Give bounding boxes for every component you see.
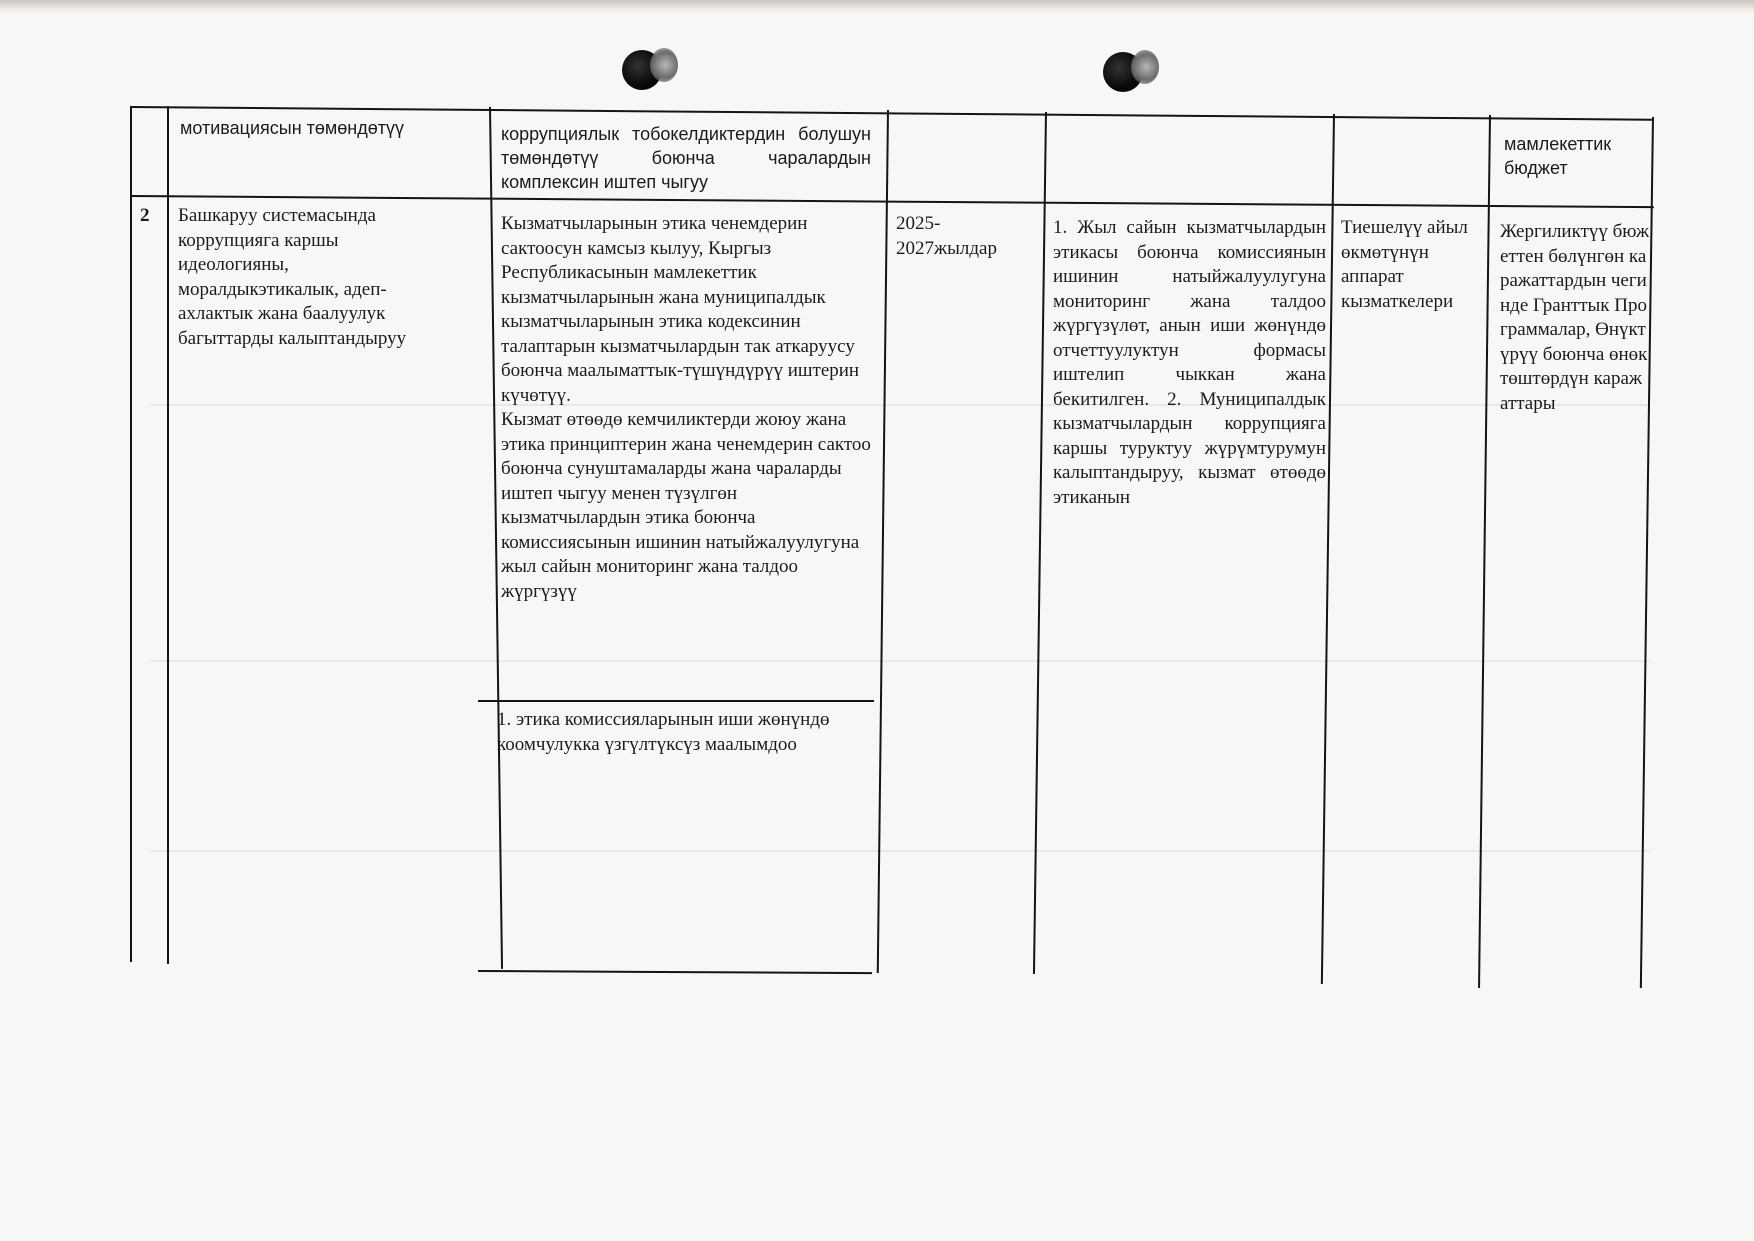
row1-goal-text: мотивациясын төмөндөтүү bbox=[180, 118, 404, 138]
row2-measure-block bbox=[501, 212, 874, 604]
row2-measure-subitem: 1. этика комиссияларынын иши жөнүндө коомчулукка үзгүлтүксүз маалымдоо bbox=[497, 709, 830, 755]
row2-responsible-text: Тиешелүү айыл өкмөтүнүн аппарат кызматкелери bbox=[1341, 217, 1468, 312]
bleed-through-line bbox=[150, 850, 1650, 852]
row2-measure-paragraph-2: Кызмат өтөөдө кемчиликтерди жоюу жана этика принциптерин жана ченемдерин сактоо боюнча сунуштамаларды жана чараларды иштеп чыгуу менен түзүлгөн кызматчылардын этика боюнча комиссиясынын ишинин натыйжалуулугуна жыл сайын мониторинг жана талдоо жүргүзүү bbox=[501, 409, 871, 602]
bleed-through-line bbox=[150, 660, 1650, 662]
row2-goal-text: Башкаруу системасында коррупцияга каршы идеологияны, моралдыкэтикалык, адеп-ахлактык жана баалуулук багыттарды калыптандыруу bbox=[178, 205, 407, 349]
row2-measure-paragraph-1: Кызматчыларынын этика ченемдерин сактоосун камсыз кылуу, Кыргыз Республикасынын мамлекеттик кызматчыларынын жана муниципалдык кызматчыларынын этика кодексинин талаптарын кызматчылардын так аткаруусу боюнча маалыматтык-түшүндүрүү иштерин күчөтүү. bbox=[501, 213, 860, 406]
subcell-top-border bbox=[478, 700, 874, 702]
col-border-number bbox=[167, 106, 169, 964]
subcell-bottom-border bbox=[478, 970, 872, 974]
punch-hole-left bbox=[622, 50, 662, 90]
bleed-through-line bbox=[150, 404, 1650, 406]
col-border-measure bbox=[877, 110, 889, 973]
scan-top-edge bbox=[0, 0, 1754, 14]
row1-funding-text: мамлекеттик бюджет bbox=[1504, 134, 1612, 178]
col-border-left bbox=[130, 106, 132, 962]
row2-term-text: 2025-2027жылдар bbox=[896, 213, 997, 259]
row2-number: 2 bbox=[140, 205, 150, 226]
punch-hole-right bbox=[1103, 52, 1143, 92]
col-border-term bbox=[1033, 112, 1047, 974]
row1-measure-text: коррупциялык тобокелдиктердин болушун төмөндөтүү боюнча чаралардын комплексин иштеп чыгуу bbox=[501, 124, 871, 192]
row2-funding-text: Жергиликтүү бюжеттен бөлүнгөн каражаттардын чегинде Гранттык Программалар, Өнүктүрүү боюнча өнөктөштөрдүн каражаттары bbox=[1500, 221, 1650, 414]
row2-result-text: 1. Жыл сайын кызматчылардын этикасы боюнча комиссиянын ишинин натыйжалуулугуна мониторинг жана талдоо жүргүзүлөт, анын иши жөнүндө отчеттуулуктун формасы иштелип чыккан жана бекитилген. 2. Муниципалдык кызматчылардын коррупцияга каршы туруктуу жүрүмтурумун калыптандыруу, кызмат өтөөдө этиканын bbox=[1053, 217, 1326, 508]
